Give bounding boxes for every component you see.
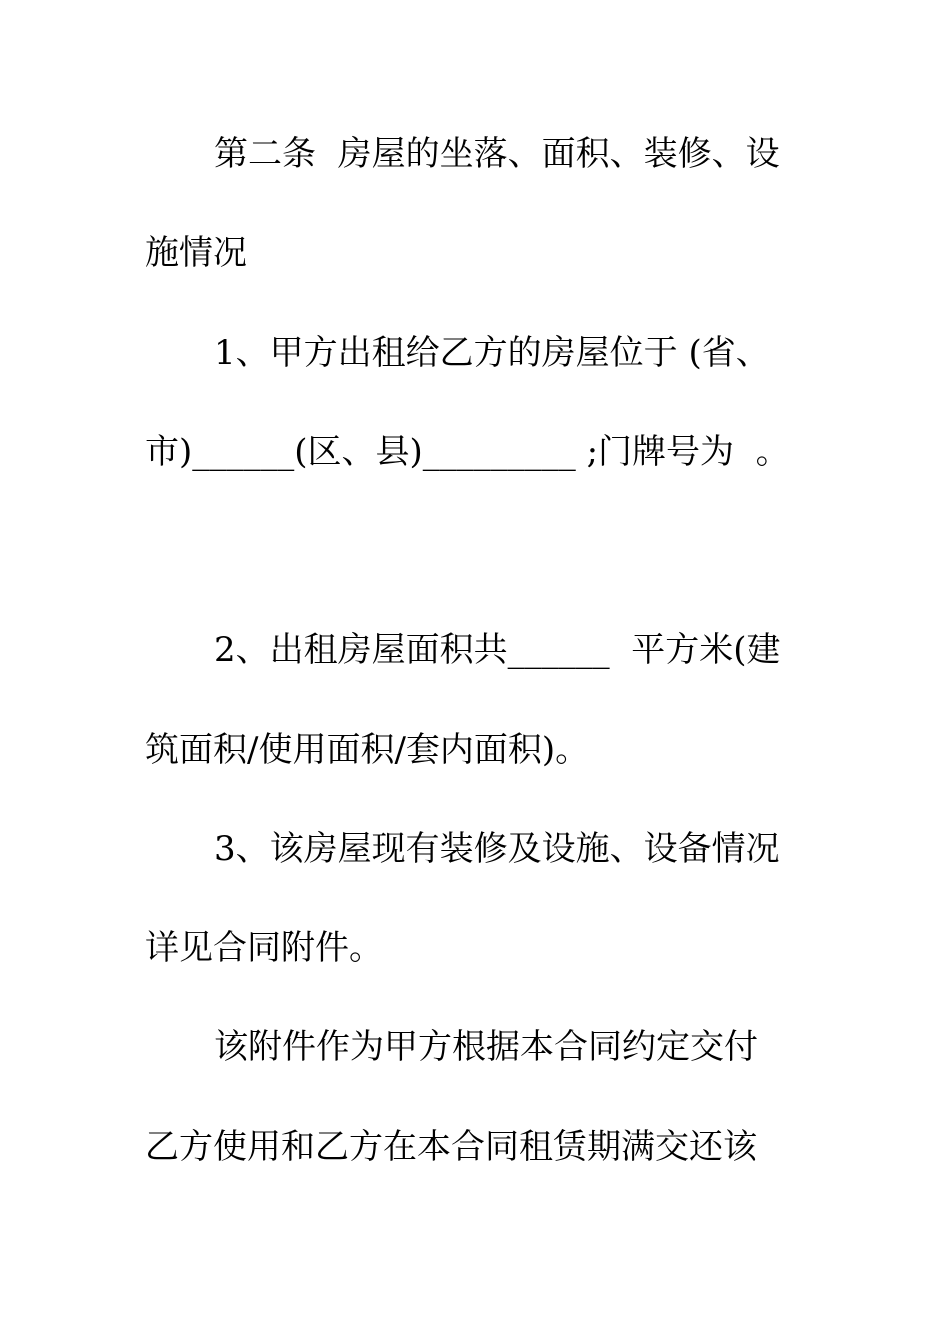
clause-1-line-1: 1、甲方出租给乙方的房屋位于 (省、 xyxy=(214,333,770,373)
clause-3-line-1: 3、该房屋现有装修及设施、设备情况 xyxy=(214,829,780,869)
article-heading-line-1: 第二条 房屋的坐落、面积、装修、设 xyxy=(214,134,780,174)
clause-2-line-2: 筑面积/使用面积/套内面积)。 xyxy=(145,730,590,770)
clause-2-line-1: 2、出租房屋面积共______ 平方米(建 xyxy=(214,630,781,670)
annex-paragraph-line-2: 乙方使用和乙方在本合同租赁期满交还该 xyxy=(145,1127,757,1167)
annex-paragraph-line-1: 该附件作为甲方根据本合同约定交付 xyxy=(214,1027,758,1067)
clause-3-line-2: 详见合同附件。 xyxy=(145,928,383,968)
article-heading-line-2: 施情况 xyxy=(145,233,247,273)
clause-1-line-2: 市)______(区、县)_________ ;门牌号为 。 xyxy=(145,432,790,472)
